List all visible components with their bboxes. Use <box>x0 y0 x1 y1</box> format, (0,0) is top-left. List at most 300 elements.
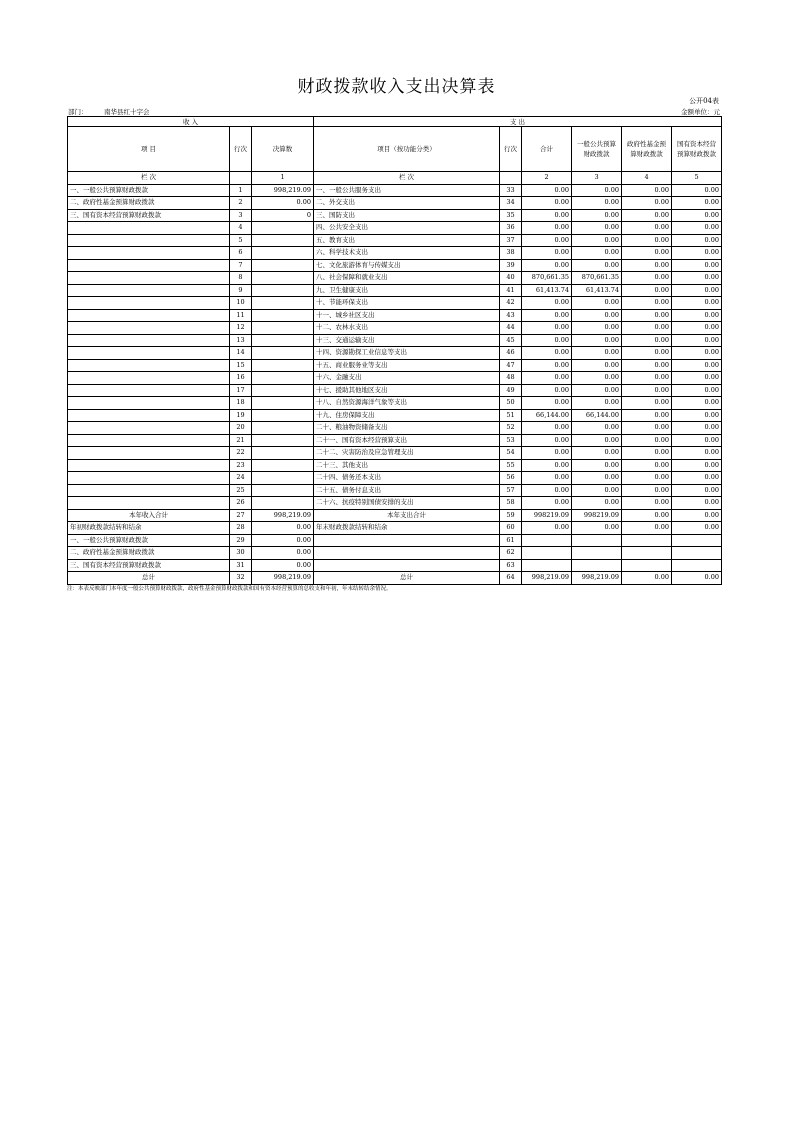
expense-item: 四、公共安全支出 <box>314 222 500 235</box>
expense-row-no: 46 <box>500 347 522 360</box>
col-index-2: 2 <box>522 172 572 185</box>
expense-total: 0.00 <box>522 359 572 372</box>
expense-general-budget: 0.00 <box>572 384 622 397</box>
expense-total: 998219.09 <box>522 509 572 522</box>
expense-row-no: 42 <box>500 297 522 310</box>
expense-total: 0.00 <box>522 297 572 310</box>
expense-gov-fund: 0.00 <box>622 447 672 460</box>
table-row <box>68 297 722 310</box>
expense-gov-fund: 0.00 <box>622 322 672 335</box>
income-row-no: 7 <box>230 259 252 272</box>
income-amount <box>252 259 314 272</box>
income-amount: 0 <box>252 209 314 222</box>
budget-table <box>67 116 722 585</box>
income-row-no: 12 <box>230 322 252 335</box>
income-amount <box>252 497 314 510</box>
expense-row-no: 64 <box>500 572 522 585</box>
expense-state-capital: 0.00 <box>672 434 722 447</box>
income-row-no: 11 <box>230 309 252 322</box>
expense-row-no: 58 <box>500 497 522 510</box>
carryover-sub-row <box>68 559 722 572</box>
expense-state-capital: 0.00 <box>672 259 722 272</box>
income-item <box>68 222 230 235</box>
expense-general-budget: 0.00 <box>572 247 622 260</box>
income-amount: 998,219.09 <box>252 572 314 585</box>
expense-state-capital: 0.00 <box>672 222 722 235</box>
income-row-no: 25 <box>230 484 252 497</box>
expense-total: 0.00 <box>522 472 572 485</box>
expense-total: 0.00 <box>522 309 572 322</box>
income-row-no: 3 <box>230 209 252 222</box>
expense-total: 0.00 <box>522 322 572 335</box>
expense-state-capital: 0.00 <box>672 459 722 472</box>
expense-row-no: 40 <box>500 272 522 285</box>
expense-row-no: 33 <box>500 184 522 197</box>
income-amount <box>252 409 314 422</box>
income-item: 三、国有资本经营预算财政拨款 <box>68 209 230 222</box>
carryover-sub-row <box>68 547 722 560</box>
expense-item: 五、教育支出 <box>314 234 500 247</box>
expense-general-budget: 0.00 <box>572 434 622 447</box>
income-amount: 0.00 <box>252 197 314 210</box>
income-item <box>68 247 230 260</box>
expense-general-budget: 0.00 <box>572 209 622 222</box>
income-amount <box>252 359 314 372</box>
expense-gov-fund: 0.00 <box>622 309 672 322</box>
income-row-no: 4 <box>230 222 252 235</box>
expense-item: 十九、住房保障支出 <box>314 409 500 422</box>
general-budget-header: 一般公共预算财政拨款 <box>572 127 622 172</box>
expense-general-budget: 0.00 <box>572 422 622 435</box>
expense-item: 二十一、国有资本经营预算支出 <box>314 434 500 447</box>
expense-general-budget: 66,144.00 <box>572 409 622 422</box>
income-item <box>68 347 230 360</box>
expense-total: 0.00 <box>522 434 572 447</box>
expense-item: 十、节能环保支出 <box>314 297 500 310</box>
col-index-3: 3 <box>572 172 622 185</box>
expense-total: 0.00 <box>522 459 572 472</box>
expense-total: 0.00 <box>522 347 572 360</box>
income-header: 收 入 <box>68 117 314 127</box>
income-amount <box>252 272 314 285</box>
income-row-no: 16 <box>230 372 252 385</box>
income-item: 本年收入合计 <box>68 509 230 522</box>
expense-item: 二、外交支出 <box>314 197 500 210</box>
expense-gov-fund: 0.00 <box>622 472 672 485</box>
income-amount <box>252 309 314 322</box>
income-row-no: 23 <box>230 459 252 472</box>
income-item <box>68 309 230 322</box>
expense-general-budget: 0.00 <box>572 522 622 535</box>
year-total-row <box>68 509 722 522</box>
table-row <box>68 497 722 510</box>
expense-total: 0.00 <box>522 222 572 235</box>
expense-state-capital: 0.00 <box>672 509 722 522</box>
carryover-sub-row <box>68 534 722 547</box>
form-code: 公开04表 <box>689 97 719 105</box>
expense-general-budget: 0.00 <box>572 234 622 247</box>
income-item <box>68 447 230 460</box>
income-row-no: 13 <box>230 334 252 347</box>
income-item <box>68 297 230 310</box>
expense-general-budget: 0.00 <box>572 484 622 497</box>
state-capital-header: 国有资本经营预算财政拨款 <box>672 127 722 172</box>
footnote: 注：本表反映部门本年度一般公共预算财政拨款，政府性基金预算财政拨款和国有资本经营预算的总收支和年初，年末结转结余情况。 <box>67 586 392 592</box>
expense-row-no: 52 <box>500 422 522 435</box>
expense-item: 十一、城乡社区支出 <box>314 309 500 322</box>
income-amount: 0.00 <box>252 522 314 535</box>
table-row <box>68 322 722 335</box>
table-row <box>68 372 722 385</box>
table-row <box>68 459 722 472</box>
table-row <box>68 397 722 410</box>
expense-total: 0.00 <box>522 447 572 460</box>
expense-gov-fund: 0.00 <box>622 222 672 235</box>
table-row <box>68 184 722 197</box>
expense-total: 0.00 <box>522 197 572 210</box>
income-item <box>68 384 230 397</box>
expense-state-capital: 0.00 <box>672 409 722 422</box>
expense-general-budget: 0.00 <box>572 334 622 347</box>
expense-gov-fund: 0.00 <box>622 234 672 247</box>
income-amount: 0.00 <box>252 547 314 560</box>
table-row <box>68 334 722 347</box>
expense-state-capital <box>672 547 722 560</box>
expense-item: 总计 <box>314 572 500 585</box>
expense-total <box>522 547 572 560</box>
expense-state-capital: 0.00 <box>672 234 722 247</box>
income-item: 一、一般公共预算财政拨款 <box>68 534 230 547</box>
expense-total: 0.00 <box>522 397 572 410</box>
expense-row-no: 47 <box>500 359 522 372</box>
expense-state-capital: 0.00 <box>672 422 722 435</box>
expense-row-no: 56 <box>500 472 522 485</box>
expense-row-no: 50 <box>500 397 522 410</box>
expense-gov-fund: 0.00 <box>622 422 672 435</box>
expense-state-capital: 0.00 <box>672 484 722 497</box>
expense-state-capital <box>672 534 722 547</box>
expense-general-budget: 0.00 <box>572 472 622 485</box>
expense-general-budget: 0.00 <box>572 359 622 372</box>
expense-general-budget: 0.00 <box>572 459 622 472</box>
expense-gov-fund: 0.00 <box>622 572 672 585</box>
expense-item: 十五、商业服务业等支出 <box>314 359 500 372</box>
expense-row-no: 41 <box>500 284 522 297</box>
expense-row-no: 35 <box>500 209 522 222</box>
expense-row-no: 53 <box>500 434 522 447</box>
expense-gov-fund <box>622 534 672 547</box>
expense-item <box>314 547 500 560</box>
expense-row-no: 62 <box>500 547 522 560</box>
total-header: 合计 <box>522 127 572 172</box>
row-no-header: 行次 <box>230 127 252 172</box>
expense-item: 十六、金融支出 <box>314 372 500 385</box>
expense-row-no: 49 <box>500 384 522 397</box>
expense-gov-fund: 0.00 <box>622 372 672 385</box>
table-row <box>68 422 722 435</box>
income-amount <box>252 472 314 485</box>
income-row-no: 22 <box>230 447 252 460</box>
table-row <box>68 222 722 235</box>
expense-state-capital: 0.00 <box>672 522 722 535</box>
income-amount: 998,219.09 <box>252 509 314 522</box>
amount-unit: 金额单位：元 <box>681 108 720 116</box>
income-item: 一、一般公共预算财政拨款 <box>68 184 230 197</box>
income-amount <box>252 322 314 335</box>
expense-item: 十三、交通运输支出 <box>314 334 500 347</box>
expense-item: 十四、资源勘探工业信息等支出 <box>314 347 500 360</box>
expense-total: 0.00 <box>522 259 572 272</box>
income-item <box>68 359 230 372</box>
income-amount <box>252 459 314 472</box>
expense-state-capital: 0.00 <box>672 209 722 222</box>
expense-row-no: 39 <box>500 259 522 272</box>
income-row-no: 17 <box>230 384 252 397</box>
income-amount <box>252 297 314 310</box>
expense-gov-fund: 0.00 <box>622 209 672 222</box>
expense-general-budget <box>572 559 622 572</box>
expense-gov-fund: 0.00 <box>622 522 672 535</box>
expense-gov-fund: 0.00 <box>622 459 672 472</box>
expense-state-capital: 0.00 <box>672 309 722 322</box>
income-row-no: 14 <box>230 347 252 360</box>
expense-item: 二十二、灾害防治及应急管理支出 <box>314 447 500 460</box>
expense-total: 0.00 <box>522 384 572 397</box>
expense-total: 0.00 <box>522 209 572 222</box>
expense-gov-fund: 0.00 <box>622 397 672 410</box>
expense-row-no: 60 <box>500 522 522 535</box>
expense-total: 0.00 <box>522 522 572 535</box>
expense-item: 一、一般公共服务支出 <box>314 184 500 197</box>
expense-item: 本年支出合计 <box>314 509 500 522</box>
expense-gov-fund <box>622 547 672 560</box>
expense-general-budget: 0.00 <box>572 309 622 322</box>
expense-state-capital: 0.00 <box>672 372 722 385</box>
expense-item: 三、国防支出 <box>314 209 500 222</box>
expense-general-budget: 998,219.09 <box>572 572 622 585</box>
expense-state-capital <box>672 559 722 572</box>
income-item <box>68 422 230 435</box>
income-item: 三、国有资本经营预算财政拨款 <box>68 559 230 572</box>
table-row <box>68 309 722 322</box>
income-amount <box>252 234 314 247</box>
expense-general-budget: 0.00 <box>572 372 622 385</box>
col-index-5: 5 <box>672 172 722 185</box>
expense-gov-fund: 0.00 <box>622 247 672 260</box>
income-amount <box>252 284 314 297</box>
income-row-no: 6 <box>230 247 252 260</box>
expense-row-no: 59 <box>500 509 522 522</box>
expense-row-no: 38 <box>500 247 522 260</box>
expense-gov-fund: 0.00 <box>622 497 672 510</box>
expense-row-no: 37 <box>500 234 522 247</box>
expense-state-capital: 0.00 <box>672 284 722 297</box>
expense-item: 年末财政拨款结转和结余 <box>314 522 500 535</box>
table-row <box>68 247 722 260</box>
expense-total: 0.00 <box>522 497 572 510</box>
income-item: 年初财政拨款结转和结余 <box>68 522 230 535</box>
income-row-no: 30 <box>230 547 252 560</box>
income-item <box>68 397 230 410</box>
expense-item: 二十四、债务还本支出 <box>314 472 500 485</box>
expense-state-capital: 0.00 <box>672 384 722 397</box>
table-row <box>68 472 722 485</box>
expense-state-capital: 0.00 <box>672 447 722 460</box>
expense-item <box>314 534 500 547</box>
income-item <box>68 259 230 272</box>
income-item <box>68 372 230 385</box>
income-item <box>68 409 230 422</box>
expense-gov-fund: 0.00 <box>622 259 672 272</box>
expense-total <box>522 559 572 572</box>
expense-general-budget <box>572 547 622 560</box>
row-no-header-2: 行次 <box>500 127 522 172</box>
income-row-no: 28 <box>230 522 252 535</box>
col-index-label-2: 栏 次 <box>314 172 500 185</box>
col-index-4: 4 <box>622 172 672 185</box>
table-row <box>68 209 722 222</box>
expense-gov-fund: 0.00 <box>622 197 672 210</box>
expense-state-capital: 0.00 <box>672 472 722 485</box>
expense-general-budget: 0.00 <box>572 447 622 460</box>
expense-state-capital: 0.00 <box>672 359 722 372</box>
expense-item: 二十六、抗疫特别国债安排的支出 <box>314 497 500 510</box>
expense-general-budget <box>572 534 622 547</box>
expense-general-budget: 0.00 <box>572 184 622 197</box>
expense-item: 六、科学技术支出 <box>314 247 500 260</box>
expense-item: 二十五、债务付息支出 <box>314 484 500 497</box>
expense-total: 0.00 <box>522 484 572 497</box>
expense-total: 0.00 <box>522 422 572 435</box>
dept-name: 南华县红十字会 <box>104 108 150 116</box>
dept-label: 部门： <box>68 108 88 116</box>
income-row-no: 18 <box>230 397 252 410</box>
income-row-no: 24 <box>230 472 252 485</box>
expense-row-no: 48 <box>500 372 522 385</box>
income-amount <box>252 434 314 447</box>
expense-general-budget: 0.00 <box>572 297 622 310</box>
income-row-no: 2 <box>230 197 252 210</box>
income-item <box>68 234 230 247</box>
income-amount <box>252 247 314 260</box>
expense-state-capital: 0.00 <box>672 272 722 285</box>
income-item <box>68 484 230 497</box>
expense-total <box>522 534 572 547</box>
expense-total: 0.00 <box>522 334 572 347</box>
expense-total: 0.00 <box>522 234 572 247</box>
expense-gov-fund: 0.00 <box>622 409 672 422</box>
income-row-no: 27 <box>230 509 252 522</box>
column-index-row <box>68 172 722 185</box>
expense-total: 870,661.35 <box>522 272 572 285</box>
expense-item: 八、社会保障和就业支出 <box>314 272 500 285</box>
final-amount-header: 决算数 <box>252 127 314 172</box>
expense-general-budget: 0.00 <box>572 347 622 360</box>
table-row <box>68 284 722 297</box>
income-row-no: 20 <box>230 422 252 435</box>
expense-general-budget: 0.00 <box>572 397 622 410</box>
income-amount <box>252 347 314 360</box>
income-row-no: 15 <box>230 359 252 372</box>
income-item: 二、政府性基金预算财政拨款 <box>68 197 230 210</box>
table-row <box>68 234 722 247</box>
table-row <box>68 409 722 422</box>
expense-state-capital: 0.00 <box>672 347 722 360</box>
expense-total: 0.00 <box>522 247 572 260</box>
expense-gov-fund: 0.00 <box>622 359 672 372</box>
expense-item: 十二、农林水支出 <box>314 322 500 335</box>
income-row-no: 21 <box>230 434 252 447</box>
income-row-no: 26 <box>230 497 252 510</box>
income-amount <box>252 447 314 460</box>
expense-row-no: 51 <box>500 409 522 422</box>
expense-state-capital: 0.00 <box>672 334 722 347</box>
expense-gov-fund: 0.00 <box>622 284 672 297</box>
income-item <box>68 497 230 510</box>
income-row-no: 9 <box>230 284 252 297</box>
expense-gov-fund: 0.00 <box>622 484 672 497</box>
table-row <box>68 272 722 285</box>
income-amount <box>252 384 314 397</box>
page-title: 财政拨款收入支出决算表 <box>297 77 496 97</box>
dept-line <box>68 107 720 116</box>
expense-state-capital: 0.00 <box>672 297 722 310</box>
expense-row-no: 54 <box>500 447 522 460</box>
income-item <box>68 459 230 472</box>
income-item <box>68 434 230 447</box>
income-row-no: 1 <box>230 184 252 197</box>
income-row-no: 10 <box>230 297 252 310</box>
table-row <box>68 384 722 397</box>
expense-row-no: 43 <box>500 309 522 322</box>
income-amount: 998,219.09 <box>252 184 314 197</box>
expense-general-budget: 0.00 <box>572 259 622 272</box>
expense-row-no: 55 <box>500 459 522 472</box>
expense-item <box>314 559 500 572</box>
income-amount: 0.00 <box>252 534 314 547</box>
income-item <box>68 284 230 297</box>
expense-row-no: 61 <box>500 534 522 547</box>
expense-gov-fund: 0.00 <box>622 384 672 397</box>
expense-item: 二十三、其他支出 <box>314 459 500 472</box>
carryover-row <box>68 522 722 535</box>
income-item <box>68 472 230 485</box>
income-row-no: 32 <box>230 572 252 585</box>
expense-gov-fund: 0.00 <box>622 297 672 310</box>
income-item <box>68 334 230 347</box>
expense-general-budget: 0.00 <box>572 497 622 510</box>
expense-total: 61,413.74 <box>522 284 572 297</box>
expense-gov-fund: 0.00 <box>622 347 672 360</box>
income-row-no: 31 <box>230 559 252 572</box>
expense-state-capital: 0.00 <box>672 572 722 585</box>
table-row <box>68 259 722 272</box>
expense-gov-fund <box>622 559 672 572</box>
expense-general-budget: 998219.09 <box>572 509 622 522</box>
expense-item: 十八、自然资源海洋气象等支出 <box>314 397 500 410</box>
income-item <box>68 272 230 285</box>
expense-row-no: 45 <box>500 334 522 347</box>
income-row-no: 29 <box>230 534 252 547</box>
expense-row-no: 44 <box>500 322 522 335</box>
expense-state-capital: 0.00 <box>672 397 722 410</box>
table-row <box>68 197 722 210</box>
expense-state-capital: 0.00 <box>672 247 722 260</box>
income-item: 总计 <box>68 572 230 585</box>
table-row <box>68 347 722 360</box>
col-index-label: 栏 次 <box>68 172 230 185</box>
expense-general-budget: 0.00 <box>572 222 622 235</box>
